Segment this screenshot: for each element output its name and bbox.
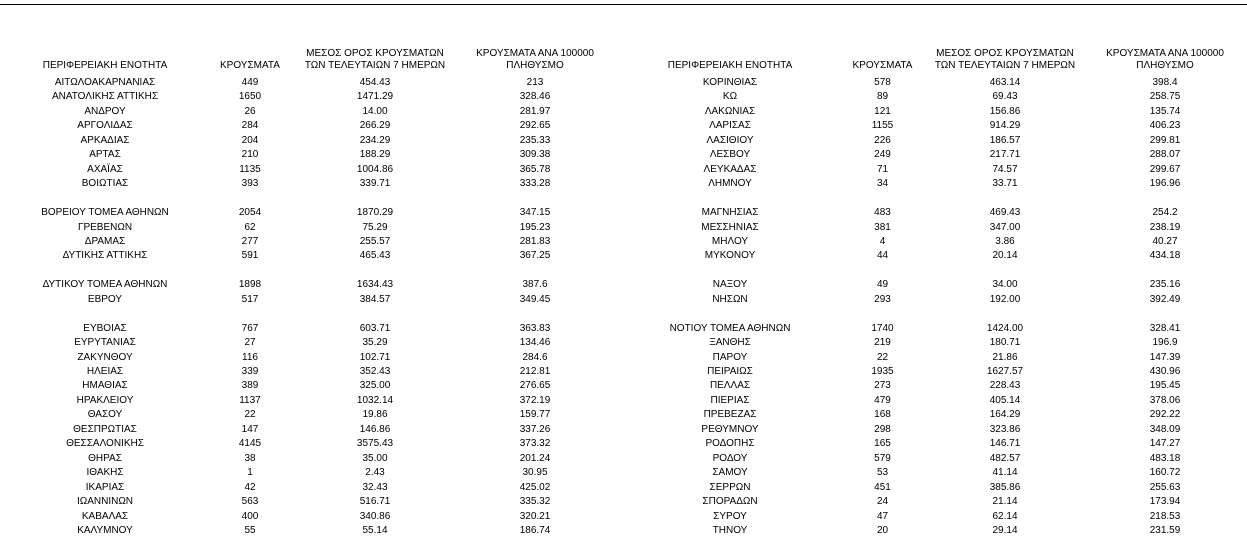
cell-region-right: ΠΕΙΡΑΙΩΣ — [707, 366, 753, 377]
cell-region-left: ΙΘΑΚΗΣ — [86, 467, 124, 479]
cell-region-right: ΡΟΔΟΥ — [712, 452, 748, 464]
cell-avg7-right: 186.57 — [989, 134, 1021, 146]
cell-region-right: ΠΡΕΒΕΖΑΣ — [703, 409, 757, 421]
cell-cases-left: 517 — [241, 293, 259, 305]
cell-per100k-right: 147.27 — [1149, 438, 1181, 450]
cell-per100k-right: 195.45 — [1149, 380, 1181, 392]
cell-cases-right: 168 — [874, 409, 891, 421]
cell-avg7-right: 33.71 — [992, 178, 1018, 190]
cell-region-left: ΕΥΡΥΤΑΝΙΑΣ — [74, 337, 136, 349]
cell-per100k-left: 213 — [526, 77, 544, 88]
cell-cases-right: 293 — [874, 293, 891, 305]
cell-per100k-left: 276.65 — [519, 380, 551, 392]
cell-region-left: ΔΡΑΜΑΣ — [84, 235, 126, 247]
cell-region-right: ΝΟΤΙΟΥ ΤΟΜΕΑ ΑΘΗΝΩΝ — [669, 322, 791, 334]
cell-avg7-left: 516.71 — [359, 496, 391, 508]
cell-cases-right: 1155 — [871, 120, 894, 132]
cell-per100k-right: 40.27 — [1152, 235, 1178, 247]
table-row — [0, 322, 1247, 336]
table-row — [0, 481, 1247, 495]
table-row — [0, 90, 1247, 104]
header-cases-left: ΚΡΟΥΣΜΑΤΑ — [220, 60, 280, 71]
cell-region-left: ΑΝΑΤΟΛΙΚΗΣ ΑΤΤΙΚΗΣ — [51, 91, 159, 103]
cell-region-left: ΔΥΤΙΚΟΥ ΤΟΜΕΑ ΑΘΗΝΩΝ — [42, 279, 168, 291]
cell-region-left: ΕΒΡΟΥ — [87, 293, 123, 305]
cell-region-right: ΠΕΛΛΑΣ — [709, 380, 751, 392]
cell-region-right: ΛΕΥΚΑΔΑΣ — [703, 163, 757, 175]
table-row — [0, 105, 1247, 119]
cell-avg7-right: 1627.57 — [986, 366, 1024, 377]
cell-cases-right: 578 — [874, 77, 891, 88]
cell-region-right: ΜΑΓΝΗΣΙΑΣ — [701, 207, 759, 219]
cell-per100k-right: 258.75 — [1149, 91, 1181, 103]
cell-region-left: ΘΕΣΣΑΛΟΝΙΚΗΣ — [66, 438, 144, 450]
cell-cases-right: 121 — [874, 105, 891, 117]
cell-per100k-left: 328.46 — [519, 91, 551, 103]
cell-per100k-right: 406.23 — [1149, 120, 1181, 132]
cell-cases-left: 62 — [244, 221, 256, 233]
cell-per100k-right: 434.18 — [1149, 250, 1181, 262]
cell-region-right: ΜΗΛΟΥ — [711, 235, 749, 247]
cell-region-left: ΑΡΤΑΣ — [89, 149, 121, 161]
cell-per100k-right: 299.81 — [1149, 134, 1181, 146]
cell-cases-left: 767 — [241, 322, 259, 334]
cell-per100k-right: 328.41 — [1149, 322, 1181, 334]
cell-per100k-left: 367.25 — [519, 250, 551, 262]
cell-avg7-left: 340.86 — [359, 510, 391, 522]
cell-cases-left: 284 — [241, 120, 259, 132]
cell-region-left: ΚΑΒΑΛΑΣ — [81, 510, 129, 522]
cell-per100k-left: 292.65 — [519, 120, 551, 132]
cell-avg7-right: 347.00 — [989, 221, 1021, 233]
cell-per100k-right: 135.74 — [1149, 105, 1181, 117]
cell-per100k-left: 335.32 — [519, 496, 551, 508]
cell-per100k-left: 212.81 — [519, 366, 551, 377]
cell-cases-left: 22 — [244, 409, 256, 421]
header-region-left: ΠΕΡΙΦΕΡΕΙΑΚΗ ΕΝΟΤΗΤΑ — [42, 60, 168, 71]
cell-avg7-left: 1870.29 — [356, 207, 394, 219]
cell-cases-right: 298 — [874, 423, 891, 435]
cell-cases-left: 389 — [241, 380, 259, 392]
cell-avg7-left: 75.29 — [362, 221, 388, 233]
cell-avg7-right: 21.86 — [992, 351, 1018, 363]
cell-avg7-right: 482.57 — [989, 452, 1021, 464]
cell-region-right: ΠΑΡΟΥ — [712, 351, 748, 363]
cell-cases-right: 479 — [874, 394, 891, 406]
cell-region-right: ΣΑΜΟΥ — [712, 467, 748, 479]
cell-per100k-left: 349.45 — [519, 293, 551, 305]
cell-cases-right: 20 — [876, 524, 889, 536]
table-row — [0, 264, 1247, 278]
table-row — [0, 76, 1247, 90]
cell-cases-left: 2054 — [238, 207, 262, 219]
table-row — [0, 192, 1247, 206]
cell-per100k-left: 373.32 — [519, 438, 551, 450]
cell-region-left: ΚΑΛΥΜΝΟΥ — [77, 524, 133, 536]
cell-cases-right: 24 — [876, 496, 889, 508]
cell-region-left: ΙΩΑΝΝΙΝΩΝ — [76, 496, 134, 508]
cell-cases-left: 400 — [241, 510, 259, 522]
cell-region-right: ΚΟΡΙΝΘΙΑΣ — [702, 77, 758, 88]
cell-per100k-left: 372.19 — [519, 394, 551, 406]
cell-region-right: ΠΙΕΡΙΑΣ — [710, 394, 750, 406]
cell-avg7-right: 29.14 — [992, 524, 1018, 536]
cell-per100k-right: 255.63 — [1149, 481, 1181, 493]
header-per100k-right: ΚΡΟΥΣΜΑΤΑ ΑΝΑ 100000 ΠΛΗΘΥΣΜΟ — [1106, 48, 1224, 71]
cell-avg7-right: 914.29 — [989, 120, 1021, 132]
cell-region-left: ΑΝΔΡΟΥ — [84, 105, 126, 117]
cell-per100k-right: 292.22 — [1149, 409, 1181, 421]
cell-region-left: ΗΡΑΚΛΕΙΟΥ — [76, 394, 134, 406]
cell-per100k-right: 378.06 — [1149, 394, 1181, 406]
cell-avg7-left: 1471.29 — [356, 91, 394, 103]
cell-region-right: ΣΕΡΡΩΝ — [709, 481, 751, 493]
cell-avg7-left: 325.00 — [359, 380, 391, 392]
table-row — [0, 423, 1247, 437]
cell-per100k-left: 284.6 — [522, 351, 548, 363]
cell-cases-left: 1650 — [238, 91, 262, 103]
table-row — [0, 379, 1247, 393]
cell-per100k-right: 392.49 — [1149, 293, 1181, 305]
cell-cases-right: 1740 — [871, 322, 894, 334]
cell-cases-right: 451 — [874, 481, 891, 493]
cell-avg7-right: 41.14 — [992, 467, 1018, 479]
cell-cases-right: 219 — [874, 337, 891, 349]
cell-region-left: ΘΕΣΠΡΩΤΙΑΣ — [73, 423, 137, 435]
cell-per100k-right: 196.9 — [1152, 337, 1178, 349]
cell-avg7-left: 1032.14 — [356, 394, 394, 406]
table-row — [0, 408, 1247, 422]
cell-avg7-right: 156.86 — [989, 105, 1021, 117]
cell-per100k-right: 196.96 — [1149, 178, 1181, 190]
cell-cases-right: 226 — [874, 134, 891, 146]
cell-cases-left: 1898 — [238, 279, 262, 291]
table-row — [0, 365, 1247, 379]
cell-cases-right: 53 — [876, 467, 889, 479]
cell-cases-left: 339 — [241, 366, 259, 377]
cell-cases-right: 273 — [874, 380, 891, 392]
header-region-right: ΠΕΡΙΦΕΡΕΙΑΚΗ ΕΝΟΤΗΤΑ — [667, 60, 793, 71]
cell-avg7-left: 234.29 — [359, 134, 391, 146]
cell-region-right: ΣΥΡΟΥ — [713, 510, 747, 522]
table-row — [0, 134, 1247, 148]
cell-region-right: ΛΑΚΩΝΙΑΣ — [704, 105, 756, 117]
cell-region-left: ΗΛΕΙΑΣ — [86, 366, 124, 377]
cell-per100k-right: 147.39 — [1149, 351, 1181, 363]
cell-avg7-right: 21.14 — [992, 496, 1018, 508]
cell-per100k-left: 186.74 — [519, 524, 551, 536]
cell-avg7-left: 2.43 — [365, 467, 385, 479]
cell-cases-right: 22 — [876, 351, 889, 363]
table-row — [0, 307, 1247, 321]
table-row — [0, 278, 1247, 292]
cell-per100k-left: 159.77 — [519, 409, 551, 421]
cell-cases-left: 116 — [242, 351, 258, 363]
cell-cases-left: 26 — [244, 105, 256, 117]
cell-avg7-right: 469.43 — [989, 207, 1021, 219]
table-row — [0, 495, 1247, 509]
cell-per100k-left: 320.21 — [519, 510, 551, 522]
cell-avg7-left: 188.29 — [359, 149, 391, 161]
cell-avg7-left: 14.00 — [362, 105, 388, 117]
cell-cases-left: 210 — [241, 149, 259, 161]
cell-avg7-left: 146.86 — [359, 423, 391, 435]
cell-region-left: ΑΡΚΑΔΙΑΣ — [80, 134, 130, 146]
cell-avg7-right: 3.86 — [995, 235, 1015, 247]
cell-region-right: ΝΗΣΩΝ — [712, 293, 748, 305]
header-per100k-left: ΚΡΟΥΣΜΑΤΑ ΑΝΑ 100000 ΠΛΗΘΥΣΜΟ — [476, 48, 594, 71]
cell-per100k-left: 365.78 — [519, 163, 551, 175]
cell-avg7-left: 255.57 — [359, 235, 391, 247]
cell-avg7-right: 74.57 — [992, 163, 1018, 175]
cell-region-left: ΔΥΤΙΚΗΣ ΑΤΤΙΚΗΣ — [62, 250, 148, 262]
cell-per100k-left: 235.33 — [519, 134, 551, 146]
cell-region-right: ΚΩ — [722, 91, 738, 103]
cell-cases-left: 393 — [241, 178, 259, 190]
cell-per100k-right: 160.72 — [1149, 467, 1181, 479]
cell-region-left: ΑΡΓΟΛΙΔΑΣ — [77, 120, 133, 132]
table-row — [0, 221, 1247, 235]
cell-region-left: ΖΑΚΥΝΘΟΥ — [77, 351, 133, 363]
cell-region-left: ΘΑΣΟΥ — [87, 409, 123, 421]
top-border-line — [0, 4, 1247, 5]
cell-avg7-left: 352.43 — [359, 366, 391, 377]
cell-avg7-left: 339.71 — [359, 178, 391, 190]
cell-cases-left: 4145 — [238, 438, 262, 450]
cell-cases-right: 49 — [876, 279, 889, 291]
table-row — [0, 163, 1247, 177]
table-row — [0, 510, 1247, 524]
cell-region-left: ΑΧΑΪΑΣ — [87, 163, 123, 175]
cell-per100k-right: 348.09 — [1149, 423, 1181, 435]
table-row — [0, 437, 1247, 451]
cell-per100k-left: 281.97 — [519, 105, 551, 117]
cell-region-left: ΗΜΑΘΙΑΣ — [82, 380, 128, 392]
cell-region-right: ΛΑΡΙΣΑΣ — [709, 120, 751, 132]
cell-per100k-right: 483.18 — [1149, 452, 1181, 464]
cell-avg7-right: 180.71 — [989, 337, 1021, 349]
table-row — [0, 394, 1247, 408]
cell-avg7-right: 228.43 — [989, 380, 1021, 392]
cell-region-right: ΛΑΣΙΘΙΟΥ — [706, 134, 754, 146]
header-avg7-left: ΜΕΣΟΣ ΟΡΟΣ ΚΡΟΥΣΜΑΤΩΝ ΤΩΝ ΤΕΛΕΥΤΑΙΩΝ 7 ΗΜΕΡΩΝ — [304, 48, 446, 71]
table-row — [0, 293, 1247, 307]
cell-per100k-left: 134.46 — [519, 337, 551, 349]
cell-avg7-right: 323.86 — [989, 423, 1021, 435]
cell-cases-left: 1135 — [239, 163, 261, 175]
table-row — [0, 206, 1247, 220]
cell-cases-left: 449 — [241, 77, 259, 88]
cell-per100k-left: 309.38 — [519, 149, 551, 161]
cell-cases-right: 71 — [876, 163, 889, 175]
cell-cases-left: 55 — [244, 524, 256, 536]
cell-per100k-left: 195.23 — [519, 221, 551, 233]
cell-cases-left: 27 — [244, 337, 256, 349]
cell-cases-right: 4 — [879, 235, 886, 247]
cell-avg7-left: 454.43 — [359, 77, 391, 88]
cell-region-right: ΛΗΜΝΟΥ — [708, 178, 752, 190]
header-avg7-right: ΜΕΣΟΣ ΟΡΟΣ ΚΡΟΥΣΜΑΤΩΝ ΤΩΝ ΤΕΛΕΥΤΑΙΩΝ 7 ΗΜΕΡΩΝ — [934, 48, 1076, 71]
cell-avg7-left: 3575.43 — [356, 438, 394, 450]
cell-region-left: ΙΚΑΡΙΑΣ — [85, 481, 125, 493]
cell-cases-left: 1137 — [239, 394, 261, 406]
cell-cases-left: 204 — [241, 134, 259, 146]
cell-region-left: ΒΟΡΕΙΟΥ ΤΟΜΕΑ ΑΘΗΝΩΝ — [41, 207, 169, 219]
cell-region-right: ΝΑΞΟΥ — [712, 279, 748, 291]
cell-avg7-left: 55.14 — [362, 524, 388, 536]
cell-avg7-right: 385.86 — [989, 481, 1021, 493]
cell-region-right: ΡΟΔΟΠΗΣ — [705, 438, 755, 450]
cell-cases-right: 483 — [874, 207, 891, 219]
cell-cases-right: 579 — [874, 452, 891, 464]
cell-cases-right: 381 — [874, 221, 891, 233]
cell-per100k-right: 231.59 — [1149, 524, 1181, 536]
cell-cases-right: 249 — [874, 149, 891, 161]
cell-cases-left: 38 — [244, 452, 256, 464]
table-row — [0, 119, 1247, 133]
table-row — [0, 466, 1247, 480]
cell-per100k-left: 281.83 — [519, 235, 551, 247]
cell-cases-right: 1935 — [871, 366, 894, 377]
cell-per100k-left: 387.6 — [522, 279, 548, 291]
table-row — [0, 249, 1247, 263]
cell-region-right: ΤΗΝΟΥ — [712, 524, 748, 536]
cell-cases-right: 44 — [876, 250, 889, 262]
cell-per100k-left: 30.95 — [522, 467, 548, 479]
table-row — [0, 351, 1247, 365]
cell-per100k-right: 254.2 — [1152, 207, 1178, 219]
table-row — [0, 452, 1247, 466]
cell-avg7-left: 35.29 — [362, 337, 388, 349]
cell-per100k-left: 337.26 — [519, 423, 551, 435]
cell-avg7-left: 35.00 — [362, 452, 388, 464]
cell-cases-right: 34 — [876, 178, 889, 190]
cell-region-left: ΑΙΤΩΛΟΑΚΑΡΝΑΝΙΑΣ — [54, 77, 156, 88]
cell-avg7-right: 164.29 — [989, 409, 1021, 421]
cell-avg7-left: 32.43 — [362, 481, 388, 493]
cell-region-right: ΡΕΘΥΜΝΟΥ — [701, 423, 759, 435]
cell-cases-right: 89 — [876, 91, 889, 103]
cell-avg7-right: 1424.00 — [986, 322, 1024, 334]
cell-avg7-left: 384.57 — [359, 293, 391, 305]
cell-avg7-left: 19.86 — [362, 409, 388, 421]
cell-per100k-left: 333.28 — [519, 178, 551, 190]
cell-avg7-right: 20.14 — [992, 250, 1018, 262]
cell-region-right: ΜΥΚΟΝΟΥ — [704, 250, 756, 262]
cell-per100k-right: 235.16 — [1149, 279, 1181, 291]
cell-per100k-right: 398.4 — [1152, 77, 1178, 88]
cell-cases-left: 591 — [241, 250, 259, 262]
table-row — [0, 336, 1247, 350]
cell-per100k-left: 363.83 — [519, 322, 551, 334]
cell-avg7-left: 266.29 — [359, 120, 391, 132]
cell-region-right: ΜΕΣΣΗΝΙΑΣ — [701, 221, 759, 233]
cell-region-left: ΒΟΙΩΤΙΑΣ — [81, 178, 129, 190]
cell-avg7-left: 1004.86 — [356, 163, 394, 175]
cell-per100k-left: 347.15 — [519, 207, 551, 219]
cell-avg7-right: 69.43 — [992, 91, 1018, 103]
cell-avg7-right: 405.14 — [989, 394, 1021, 406]
cell-region-left: ΕΥΒΟΙΑΣ — [83, 322, 127, 334]
cell-cases-left: 563 — [241, 496, 259, 508]
cell-avg7-right: 463.14 — [989, 77, 1021, 88]
cell-avg7-right: 217.71 — [989, 149, 1021, 161]
cell-per100k-right: 173.94 — [1149, 496, 1181, 508]
cell-region-left: ΘΗΡΑΣ — [88, 452, 122, 464]
cell-avg7-right: 192.00 — [989, 293, 1021, 305]
header-cases-right: ΚΡΟΥΣΜΑΤΑ — [852, 60, 913, 71]
cell-cases-left: 147 — [241, 423, 259, 435]
cell-avg7-right: 34.00 — [992, 279, 1018, 291]
cell-per100k-left: 201.24 — [519, 452, 551, 464]
cell-cases-left: 1 — [247, 467, 253, 479]
cell-cases-right: 47 — [876, 510, 889, 522]
cell-avg7-right: 62.14 — [992, 510, 1018, 522]
cell-avg7-left: 1634.43 — [356, 279, 394, 291]
cell-avg7-right: 146.71 — [989, 438, 1021, 450]
cell-per100k-right: 299.67 — [1149, 163, 1181, 175]
cell-avg7-left: 603.71 — [359, 322, 391, 334]
cell-per100k-left: 425.02 — [519, 481, 551, 493]
cell-per100k-right: 288.07 — [1149, 149, 1181, 161]
cell-per100k-right: 218.53 — [1149, 510, 1181, 522]
cell-per100k-right: 430.96 — [1149, 366, 1181, 377]
table-row — [0, 177, 1247, 191]
cell-avg7-left: 102.71 — [359, 351, 391, 363]
cell-region-right: ΣΠΟΡΑΔΩΝ — [702, 496, 758, 508]
table-row — [0, 235, 1247, 249]
table-row — [0, 148, 1247, 162]
cell-region-right: ΞΑΝΘΗΣ — [709, 337, 751, 349]
cell-per100k-right: 238.19 — [1149, 221, 1181, 233]
cell-region-left: ΓΡΕΒΕΝΩΝ — [77, 221, 133, 233]
cell-avg7-left: 465.43 — [359, 250, 391, 262]
cell-cases-right: 165 — [874, 438, 891, 450]
cell-cases-left: 42 — [244, 481, 256, 493]
cell-region-right: ΛΕΣΒΟΥ — [709, 149, 751, 161]
cell-cases-left: 277 — [241, 235, 259, 247]
